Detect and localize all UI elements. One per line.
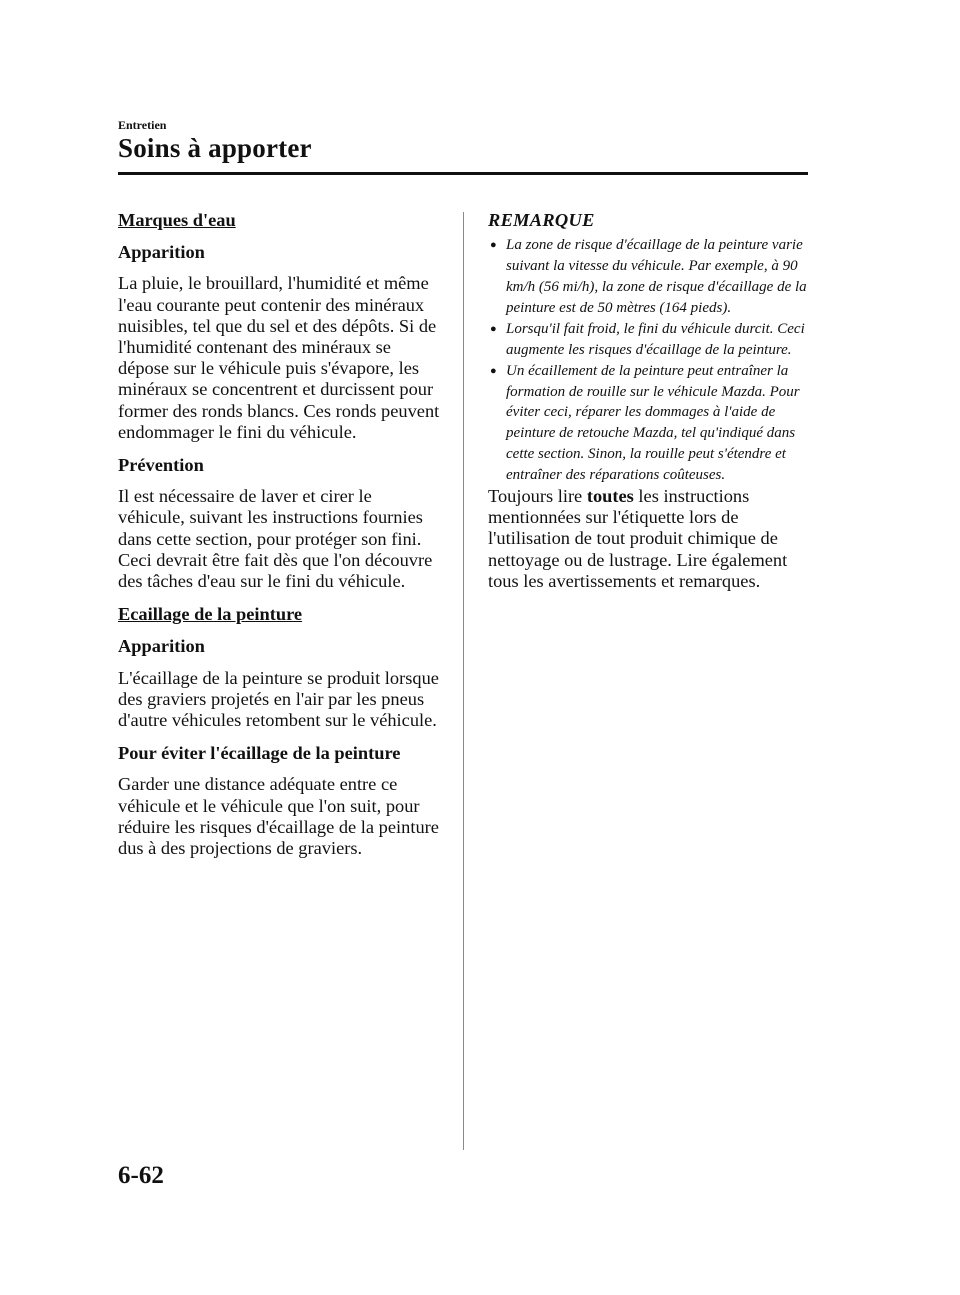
section-title-water-marks: Marques d'eau [118, 210, 236, 230]
subtitle-water-appearance: Apparition [118, 242, 205, 263]
note-title: REMARQUE [488, 210, 595, 230]
note-item [488, 361, 810, 486]
paragraph-chipping-appearance: L'écaillage de la peinture se produit lorsque des graviers projetés en l'air par les pneus d'autre véhicules retombent sur le véhicule. [118, 667, 439, 731]
subtitle-chipping-appearance: Apparition [118, 636, 205, 657]
instructions-emphasis: toutes [586, 486, 634, 507]
instructions-text-start: Toujours lire [488, 486, 587, 507]
paragraph-water-prevention: Il est nécessaire de laver et cirer le véhicule, suivant les instructions fournies dans cette section, pour protéger son fini. Ceci devrait être fait dès que l'on découvre des tâches d'eau sur le fini du véhicule. [118, 486, 433, 592]
note-item [488, 319, 810, 361]
note-text: Un écaillement de la peinture peut entraîner la formation de rouille sur le véhicule Mazda. Pour éviter ceci, réparer les dommages à l'aide de peinture de retouche Mazda, tel qu'indiqué dans cette section. Sinon, la rouille peut s'étendre et entraîner des réparations coûteuses. [506, 362, 800, 484]
instructions-text-end: les instructions mentionnées sur l'étiquette lors de l'utilisation de tout produit chimique de nettoyage ou de lustrage. Lire également tous les avertissements et remarques. [488, 486, 788, 591]
note-text: La zone de risque d'écaillage de la peinture varie suivant la vitesse du véhicule. Par exemple, à 90 km/h (56 mi/h), la zone de risque d'écaillage de la peinture est de 50 mètres (164 pieds). [506, 237, 807, 316]
paragraph-instructions [488, 486, 810, 592]
bullet-icon: ● [490, 364, 497, 377]
note-item [488, 235, 810, 319]
subtitle-chipping-avoid: Pour éviter l'écaillage de la peinture [118, 743, 401, 764]
section-title-paint-chipping: Ecaillage de la peinture [118, 604, 303, 625]
page-title: Soins à apporter [118, 133, 312, 163]
header-section-label: Entretien [118, 118, 167, 132]
subtitle-water-prevention: Prévention [118, 455, 204, 476]
note-text: Lorsqu'il fait froid, le fini du véhicule durcit. Ceci augmente les risques d'écaillage de la peinture. [506, 320, 805, 358]
left-column [118, 210, 443, 871]
page-number: 6-62 [118, 1162, 164, 1189]
column-divider [463, 212, 464, 1150]
header-divider [118, 172, 808, 175]
bullet-icon: ● [490, 322, 497, 335]
bullet-icon: ● [490, 239, 497, 252]
right-column [488, 210, 810, 604]
paragraph-water-appearance: La pluie, le brouillard, l'humidité et même l'eau courante peut contenir des minéraux nuisibles, tel que du sel et des dépôts. Si de l'humidité contenant des minéraux se dépose sur le véhicule puis s'évapore, les minéraux se concentrent et durcissent pour former des ronds blancs. Ces ronds peuvent endommager le fini du véhicule. [118, 273, 440, 442]
paragraph-chipping-avoid: Garder une distance adéquate entre ce véhicule et le véhicule que l'on suit, pour réduire les risques d'écaillage de la peinture dus à des projections de graviers. [118, 774, 439, 859]
note-list [488, 235, 810, 486]
